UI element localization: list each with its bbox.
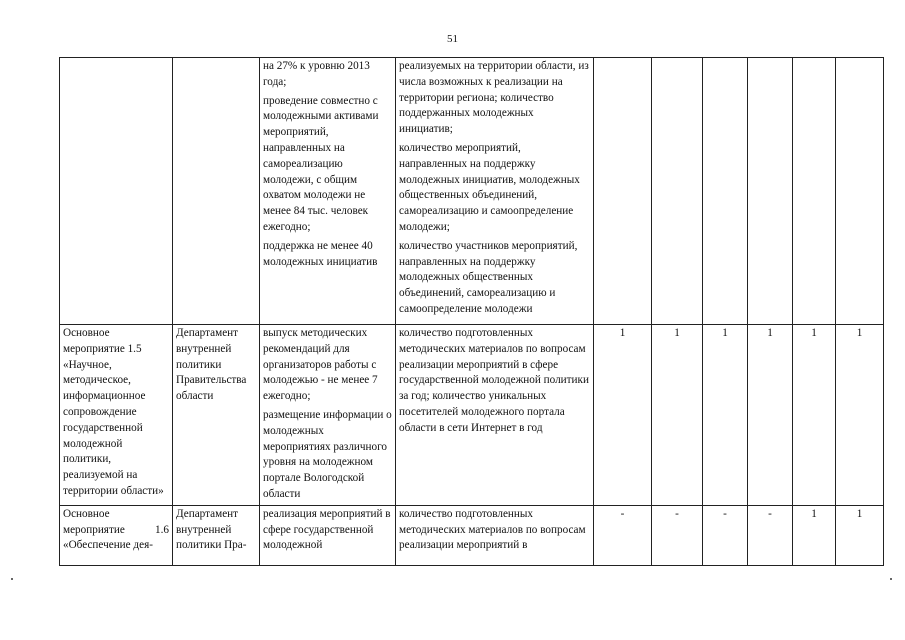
- results-cell: [260, 58, 396, 325]
- measure-text: Основное мероприятие 1.6 «Обеспечение дея-: [63, 507, 169, 552]
- value-text: 1: [856, 507, 863, 520]
- value-text: -: [620, 507, 625, 520]
- value-text: -: [723, 507, 727, 520]
- value-text: -: [675, 507, 679, 520]
- executor-cell: [173, 325, 260, 506]
- table-row: [60, 58, 884, 325]
- value-text: 1: [767, 327, 773, 339]
- value-text: 1: [722, 327, 728, 339]
- results-text: проведение совместно с молодежными активами мероприятий, направленных на самореализацию молодежи, с общим охватом молодежи не менее 84 тыс. человек ежегодно;: [263, 94, 379, 233]
- indicators-text: количество подготовленных методических материалов по вопросам реализации мероприятий в сфере государственной молодежной политики за год; количество уникальных посетителей молодежного портала области в сети Интернет в год: [399, 327, 589, 434]
- value-cell: [836, 58, 884, 325]
- value-text: 1: [619, 327, 626, 339]
- indicators-cell: [396, 505, 594, 565]
- value-cell: [793, 325, 836, 506]
- value-text: 1: [674, 327, 680, 339]
- results-text: выпуск методических рекомендаций для организаторов работы с молодежью - не менее 7 ежегодно;: [263, 327, 378, 403]
- value-cell: [748, 505, 793, 565]
- program-table: [59, 57, 884, 566]
- measure-text: Основное мероприятие 1.5 «Научное, методическое, информационное сопровождение государственной молодежной политики, реализуемой на территории области»: [63, 327, 164, 497]
- value-cell: [594, 505, 652, 565]
- value-cell: [836, 505, 884, 565]
- value-cell: [748, 325, 793, 506]
- executor-text: Департамент внутренней политики Правительства области: [176, 327, 247, 403]
- measure-cell: [60, 58, 173, 325]
- value-cell: [703, 325, 748, 506]
- executor-text: Департамент внутренней политики Пра-: [176, 507, 247, 552]
- value-cell: [748, 58, 793, 325]
- value-cell: [793, 58, 836, 325]
- value-cell: [793, 505, 836, 565]
- value-cell: [652, 58, 703, 325]
- value-text: 1: [856, 327, 863, 339]
- value-cell: [594, 325, 652, 506]
- table-row: [60, 325, 884, 506]
- results-text: поддержка не менее 40 молодежных инициатив: [263, 239, 378, 268]
- value-cell: [594, 58, 652, 325]
- value-text: -: [768, 507, 772, 520]
- measure-cell: [60, 325, 173, 506]
- indicators-cell: [396, 58, 594, 325]
- value-cell: [652, 505, 703, 565]
- value-cell: [703, 58, 748, 325]
- results-cell: [260, 325, 396, 506]
- value-cell: [703, 505, 748, 565]
- measure-cell: [60, 505, 173, 565]
- page-number: 51: [447, 33, 458, 45]
- indicators-text: реализуемых на территории области, из числа возможных к реализации на территории региона; количество поддержанных молодежных инициатив;: [399, 60, 589, 136]
- table-row: [60, 505, 884, 565]
- margin-mark-right: [890, 578, 892, 580]
- executor-cell: [173, 58, 260, 325]
- value-text: 1: [811, 507, 817, 520]
- results-text: реализация мероприятий в сфере государственной молодежной: [263, 507, 391, 552]
- value-text: 1: [811, 327, 817, 339]
- margin-mark-left: [11, 578, 13, 580]
- value-cell: [836, 325, 884, 506]
- results-cell: [260, 505, 396, 565]
- indicators-cell: [396, 325, 594, 506]
- indicators-text: количество мероприятий, направленных на поддержку молодежных инициатив, молодежных общественных объединений, самореализацию и самоопределение молодежи;: [399, 141, 580, 233]
- value-cell: [652, 325, 703, 506]
- executor-cell: [173, 505, 260, 565]
- results-text: размещение информации о молодежных мероприятиях различного уровня на молодежном портале Вологодской области: [263, 408, 392, 500]
- results-text: на 27% к уровню 2013 года;: [263, 60, 370, 88]
- indicators-text: количество подготовленных методических материалов по вопросам реализации мероприятий в: [399, 507, 586, 552]
- indicators-text: количество участников мероприятий, направленных на поддержку молодежных общественных объединений, самореализацию и самоопределение молодежи: [399, 239, 578, 315]
